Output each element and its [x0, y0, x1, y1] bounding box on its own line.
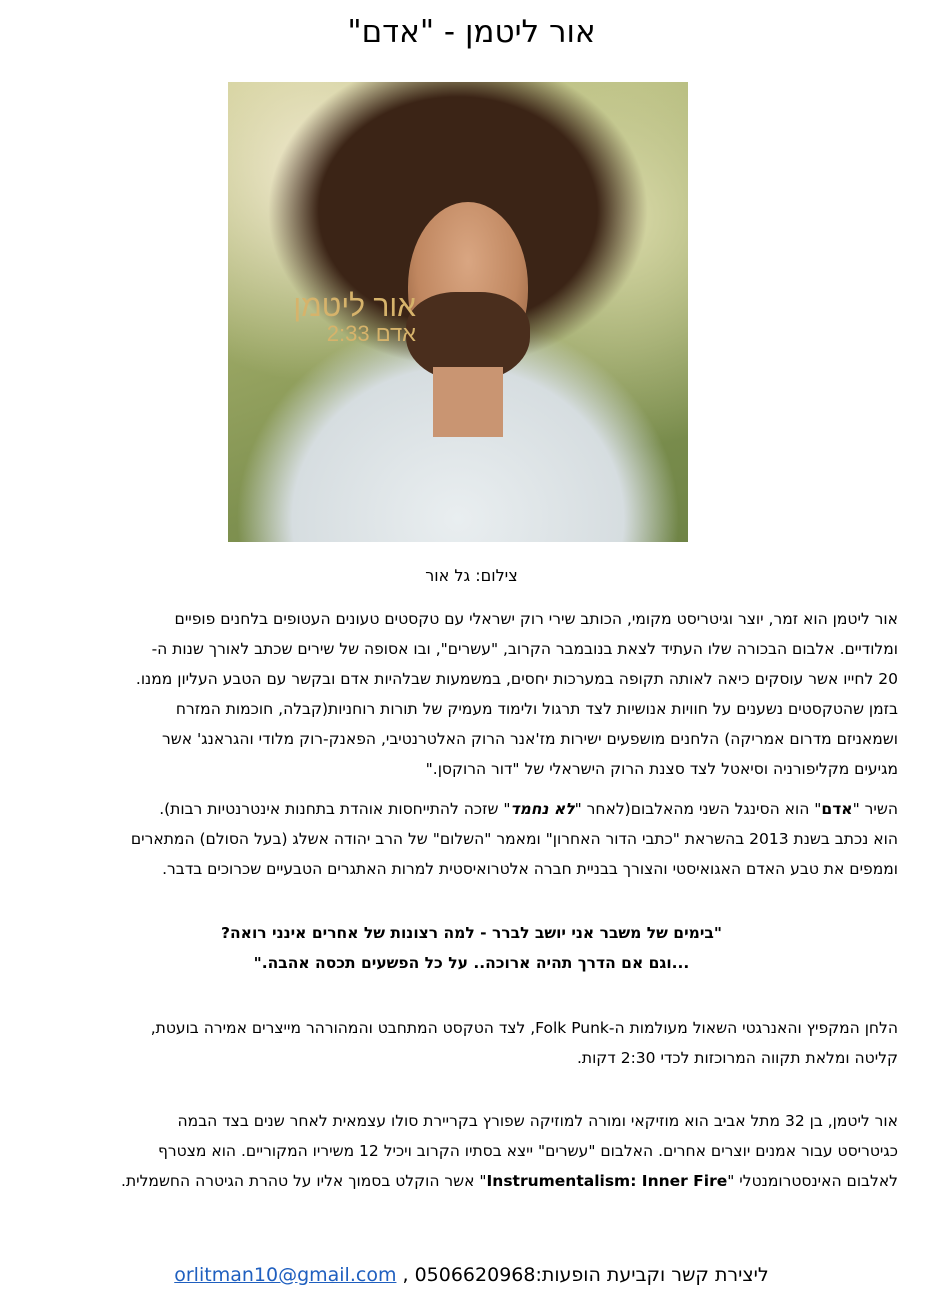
quote-line: "בימים של משבר אני יושב לברר - למה רצונות של אחרים אינני רואה?: [221, 924, 722, 942]
text-line: אור ליטמן הוא זמר, יוצר וגיטריסט מקומי, הכותב שירי רוק ישראלי עם טקסטים טעונים העטופים בלחנים פופיים: [174, 610, 898, 628]
artist-photo: [228, 82, 688, 542]
text-line: אור ליטמן, בן 32 מתל אביב הוא מוזיקאי ומורה למוזיקה שפורץ בקריירת סולו עצמאית לאחר שנים בצד הבמה: [177, 1112, 898, 1130]
song-paragraph: [42, 794, 898, 884]
text-line: וממפים את טבע האדם האגואיסטי והצורך בבניית חברה אלטרואיסטית למרות האתגרים הטבעיים שכרוכים בדבר.: [162, 860, 898, 878]
song-title: אדם: [821, 800, 853, 818]
page-title: אור ליטמן - "אדם": [347, 14, 596, 50]
contact-line: [0, 1264, 943, 1286]
previous-single-title: לא נחמד: [510, 800, 575, 818]
quote-line: ...וגם אם הדרך תהיה ארוכה.. על כל הפשעים תכסה אהבה.": [253, 954, 690, 972]
contact-label: ליצירת קשר וקביעת הופעות:0506620968 ,: [396, 1264, 769, 1286]
album-cover-text: [286, 292, 416, 346]
cover-artist-name: אור ליטמן: [293, 290, 416, 323]
text-fragment: השיר ": [852, 800, 898, 818]
text-line: כגיטריסט עבור אמנים יוצרים אחרים. האלבום "עשרים" ייצא בסתיו הקרוב ויכיל 12 משיריו המקוריים. הוא מצטרף: [157, 1142, 898, 1160]
photo-caption: צילום: גל אור: [425, 566, 518, 585]
text-fragment: " הוא הסינגל השני מהאלבום(לאחר ": [574, 800, 822, 818]
email-link[interactable]: orlitman10@gmail.com: [174, 1264, 397, 1286]
text-line: [42, 1166, 898, 1196]
text-line: הלחן המקפיץ והאנרגטי השאול מעולמות ה-Folk Punk, לצד הטקסט המתחבט והמהורהר מייצרים אמירה בועטת,: [150, 1019, 898, 1037]
text-fragment: לאלבום האינסטרומנטלי ": [727, 1172, 898, 1190]
about-paragraph: [42, 1106, 898, 1196]
text-line: מגיעים מקליפורניה וסיאטל לצד סצנת הרוק הישראלי של "דור הרוקסן.": [425, 760, 898, 778]
text-line: ושמאניזם מדרום אמריקה) הלחנים מושפעים ישירות מז'אנר הרוק האלטרנטיבי, הפאנק-רוק מלודי והגראנג' אשר: [162, 730, 898, 748]
text-line: 20 לחייו אשר עוסקים כיאה לאותה תקופה במערכות יחסים, במשמעות שבלהיות אדם ובקשר עם הטבע העליון ממנו.: [135, 670, 898, 688]
artist-neck: [433, 367, 503, 437]
music-paragraph: [42, 1013, 898, 1073]
text-line: בזמן שהטקסטים נשענים על חוויות אנושיות לצד תרגול ולימוד מעמיק של תורות רוחניות(קבלה, חוכמות המזרח: [175, 700, 898, 718]
text-line: ומלודיים. אלבום הבכורה שלו העתיד לצאת בנובמבר הקרוב, "עשרים", ובו אסופה של שירים שכתב לאורך שנות ה-: [151, 640, 898, 658]
text-line: [42, 794, 898, 824]
lyrics-quote: [0, 918, 943, 978]
text-line: קליטה ומלאת תקווה המרוכזות לכדי 2:30 דקות.: [576, 1049, 898, 1067]
bio-paragraph: [42, 604, 898, 784]
cover-album-title: אדם 2:33: [326, 321, 416, 346]
text-fragment: " אשר הוקלט בסמוך אליו על טהרת הגיטרה החשמלית.: [121, 1172, 487, 1190]
text-line: הוא נכתב בשנת 2013 בהשראת "כתבי הדור האחרון" ומאמר "השלום" של הרב יהודה אשלג (בעל הסולם) המתארים: [130, 830, 898, 848]
instrumental-album-title: Instrumentalism: Inner Fire: [486, 1172, 728, 1190]
text-fragment: " שזכה להתייחסות אוהדת בתחנות אינטרנטיות רבות).: [159, 800, 511, 818]
